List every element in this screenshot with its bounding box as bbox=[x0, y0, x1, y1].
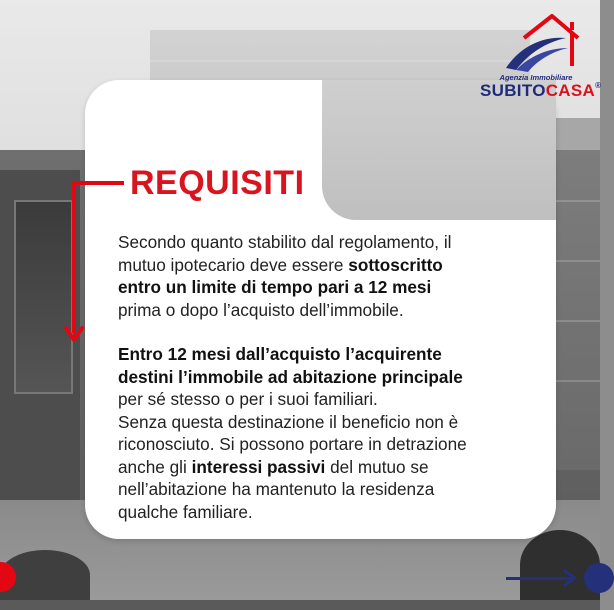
page-title: REQUISITI bbox=[130, 164, 305, 202]
highlight-text: sottoscritto bbox=[348, 254, 443, 275]
text-line: mutuo ipotecario deve essere sottoscritto bbox=[118, 254, 443, 275]
arrow-down-icon bbox=[64, 322, 84, 344]
paragraph-2 bbox=[118, 343, 538, 523]
arrow-right-icon bbox=[562, 568, 578, 588]
highlight-text: Entro 12 mesi dall’acquisto l’acquirente bbox=[118, 344, 442, 364]
paragraph-1 bbox=[118, 231, 538, 321]
text-line: Secondo quanto stabilito dal regolamento, il bbox=[118, 232, 452, 252]
arrow-line-horizontal bbox=[72, 181, 124, 185]
decorative-blue-circle bbox=[584, 563, 614, 593]
text-line: per sé stesso o per i suoi familiari. bbox=[118, 389, 378, 409]
highlight-text: entro un limite di tempo pari a 12 mesi bbox=[118, 277, 432, 297]
text-line: riconosciuto. Si possono portare in detrazione bbox=[118, 434, 467, 454]
text-line: nell’abitazione ha mantenuto la residenza bbox=[118, 479, 435, 499]
highlight-text: interessi passivi bbox=[191, 456, 326, 477]
text-line: Senza questa destinazione il beneficio non è bbox=[118, 411, 459, 432]
brand-logo-text: SUBITOCASA® bbox=[480, 81, 602, 100]
highlight-text: destini l’immobile ad abitazione principale bbox=[118, 366, 463, 387]
text-line: qualche familiare. bbox=[118, 501, 253, 522]
text-line bbox=[118, 276, 538, 299]
text-line bbox=[118, 343, 538, 366]
text-line: anche gli interessi passivi del mutuo se bbox=[118, 456, 429, 477]
brand-subtitle: Agenzia Immobiliare bbox=[499, 73, 573, 82]
arrow-line-vertical bbox=[72, 181, 76, 333]
text-line bbox=[118, 366, 538, 389]
text-line: prima o dopo l’acquisto dell’immobile. bbox=[118, 299, 404, 320]
